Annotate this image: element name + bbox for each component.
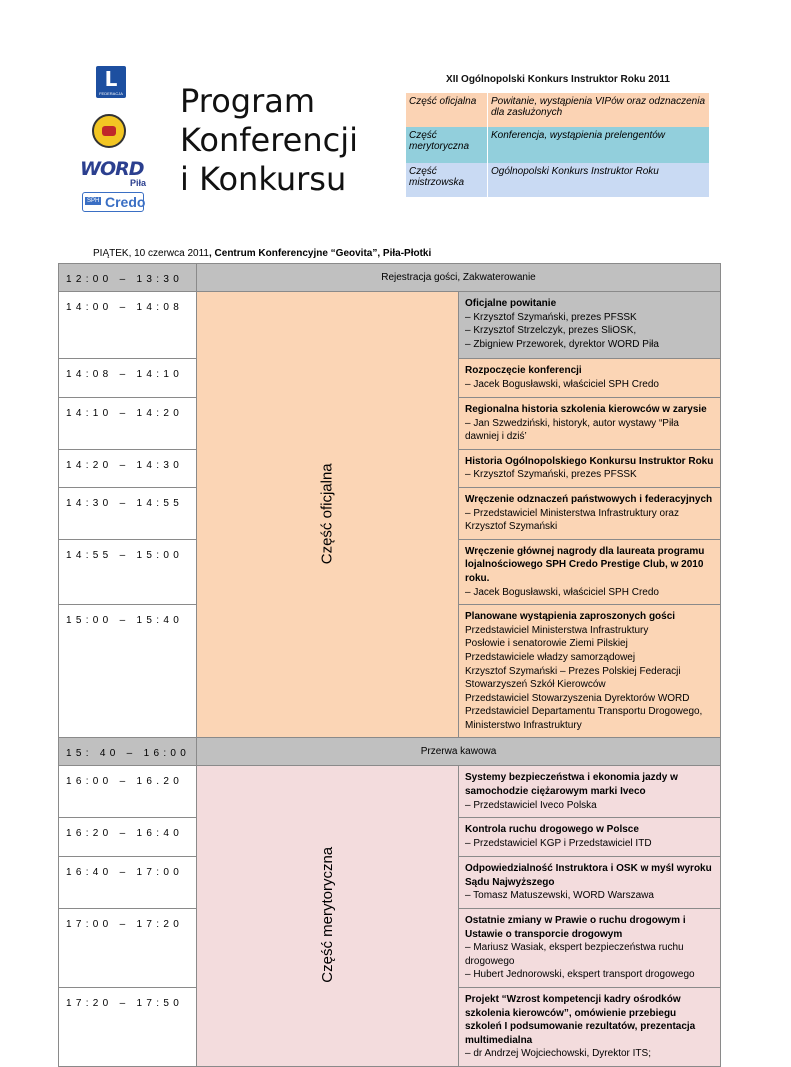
section-substantive bbox=[197, 766, 459, 1067]
item-line: – Krzysztof Strzelczyk, prezes SliOSK, bbox=[465, 325, 637, 337]
time-cell: 14:10 – 14:20 bbox=[59, 398, 197, 450]
time-cell: 14:30 – 14:55 bbox=[59, 487, 197, 539]
item-title: Projekt “Wzrost kompetencji kadry ośrodków szkolenia kierowców”, omówienie przebiegu szkoleń I podsumowanie rezultatów, prezentacja multimedialna bbox=[465, 994, 696, 1046]
item-title: Regionalna historia szkolenia kierowców w zarysie bbox=[465, 404, 707, 415]
item-line: – Krzysztof Szymański, prezes PFSSK bbox=[465, 311, 637, 323]
word-pila-logo bbox=[80, 158, 150, 188]
desc-cell bbox=[459, 359, 721, 398]
item-line: – Zbigniew Przeworek, dyrektor WORD Piła bbox=[465, 338, 659, 350]
word-logo-city: Piła bbox=[129, 178, 146, 188]
item-title: Systemy bezpieczeństwa i ekonomia jazdy w samochodzie ciężarowym marki Iveco bbox=[465, 772, 678, 798]
legend-label: Część mistrzowska bbox=[406, 163, 488, 197]
desc-cell bbox=[459, 818, 721, 857]
legend-row-official bbox=[406, 93, 710, 127]
item-line: – Hubert Jednorowski, ekspert transport drogowego bbox=[465, 969, 695, 981]
coffee-break-cell: Przerwa kawowa bbox=[197, 738, 721, 766]
item-line: – dr Andrzej Wojciechowski, Dyrektor ITS; bbox=[465, 1048, 651, 1060]
legend-text: Ogólnopolski Konkurs Instruktor Roku bbox=[488, 163, 710, 197]
legend-label: Część merytoryczna bbox=[406, 127, 488, 163]
time-cell: 17:20 – 17:50 bbox=[59, 988, 197, 1067]
credo-logo-prefix: SPH bbox=[87, 198, 100, 204]
table-row bbox=[59, 766, 721, 818]
item-line: Przedstawiciel Ministerstwa Infrastruktury bbox=[465, 624, 649, 636]
sph-credo-logo bbox=[82, 192, 144, 212]
desc-cell bbox=[459, 398, 721, 450]
association-badge-logo bbox=[92, 114, 126, 148]
event-place: , Centrum Konferencyjne “Geovita”, Piła-Płotki bbox=[208, 248, 432, 259]
word-logo-text: WORD bbox=[80, 158, 144, 180]
item-line: – Jan Szwedziński, historyk, autor wystawy “Piła dawniej i dziś’ bbox=[465, 417, 679, 443]
time-cell: 14:20 – 14:30 bbox=[59, 449, 197, 487]
item-line: – Mariusz Wasiak, ekspert bezpieczeństwa ruchu drogowego bbox=[465, 942, 684, 967]
desc-cell bbox=[459, 988, 721, 1067]
time-cell: 14:55 – 15:00 bbox=[59, 539, 197, 604]
desc-cell bbox=[459, 292, 721, 359]
federation-logo-letter: L bbox=[104, 67, 118, 91]
item-line: Przedstawiciel Departamentu Transportu Drogowego, Ministerstwo Infrastruktury bbox=[465, 706, 703, 731]
schedule-table bbox=[58, 263, 721, 1067]
federation-logo-caption: FEDERACJA bbox=[99, 91, 123, 96]
event-dateline bbox=[93, 248, 431, 259]
title-line-2: Konferencji bbox=[180, 121, 358, 159]
time-cell: 15: 40 – 16:00 bbox=[59, 738, 197, 766]
time-cell: 12:00 – 13:30 bbox=[59, 264, 197, 292]
item-line: – Jacek Bogusławski, właściciel SPH Credo bbox=[465, 586, 659, 598]
item-title: Ostatnie zmiany w Prawie o ruchu drogowym i Ustawie o transporcie drogowym bbox=[465, 915, 686, 940]
federation-logo bbox=[96, 66, 126, 98]
title-line-1: Program bbox=[180, 82, 316, 120]
item-line: Przedstawiciele władzy samorządowej bbox=[465, 651, 636, 663]
desc-cell bbox=[459, 766, 721, 818]
legend-row-substantive bbox=[406, 127, 710, 163]
event-date: PIĄTEK, 10 czerwca 2011 bbox=[93, 248, 209, 259]
contest-heading: XII Ogólnopolski Konkurs Instruktor Roku 2011 bbox=[446, 74, 670, 85]
item-line: – Przedstawiciel Iveco Polska bbox=[465, 799, 597, 811]
registration-cell: Rejestracja gości, Zakwaterowanie bbox=[197, 264, 721, 292]
time-cell: 16:20 – 16:40 bbox=[59, 818, 197, 857]
table-row bbox=[59, 738, 721, 766]
desc-cell bbox=[459, 487, 721, 539]
table-row bbox=[59, 264, 721, 292]
item-line: – Jacek Bogusławski, właściciel SPH Credo bbox=[465, 378, 659, 390]
desc-cell bbox=[459, 605, 721, 738]
section-official bbox=[197, 292, 459, 738]
item-title: Wręczenie głównej nagrody dla laureata programu lojalnościowego SPH Credo Prestige Club, w 2010 roku. bbox=[465, 545, 705, 584]
time-cell: 16:40 – 17:00 bbox=[59, 857, 197, 909]
parts-legend-table bbox=[406, 93, 710, 197]
desc-cell bbox=[459, 449, 721, 487]
item-title: Kontrola ruchu drogowego w Polsce bbox=[465, 824, 639, 836]
item-title: Odpowiedzialność Instruktora i OSK w myśl wyroku Sądu Najwyższego bbox=[465, 863, 712, 888]
page-title bbox=[180, 82, 358, 199]
legend-text: Powitanie, wystąpienia VIPów oraz odznaczenia dla zasłużonych bbox=[488, 93, 710, 127]
time-cell: 15:00 – 15:40 bbox=[59, 605, 197, 738]
legend-row-championship bbox=[406, 163, 710, 197]
table-row bbox=[59, 292, 721, 359]
section-label-official: Część oficjalna bbox=[318, 463, 336, 565]
item-line: – Krzysztof Szymański, prezes PFSSK bbox=[465, 469, 637, 481]
legend-text: Konferencja, wystąpienia prelengentów bbox=[488, 127, 710, 163]
legend-label: Część oficjalna bbox=[406, 93, 488, 127]
item-title: Wręczenie odznaczeń państwowych i federacyjnych bbox=[465, 493, 713, 505]
item-title: Oficjalne powitanie bbox=[465, 298, 557, 309]
item-line: – Przedstawiciel Ministerstwa Infrastruktury oraz Krzysztof Szymański bbox=[465, 507, 679, 533]
item-line: Przedstawiciel Stowarzyszenia Dyrektorów WORD bbox=[465, 692, 690, 704]
time-cell: 17:00 – 17:20 bbox=[59, 909, 197, 988]
desc-cell bbox=[459, 857, 721, 909]
item-line: – Tomasz Matuszewski, WORD Warszawa bbox=[465, 890, 654, 902]
time-cell: 14:00 – 14:08 bbox=[59, 292, 197, 359]
item-title: Rozpoczęcie konferencji bbox=[465, 365, 582, 376]
item-line: – Przedstawiciel KGP i Przedstawiciel ITD bbox=[465, 837, 652, 849]
section-label-substantive: Część merytoryczna bbox=[318, 847, 336, 984]
item-line: Krzysztof Szymański – Prezes Polskiej Federacji Stowarzyszeń Szkół Kierowców bbox=[465, 665, 681, 691]
title-line-3: i Konkursu bbox=[180, 160, 347, 198]
item-line: Posłowie i senatorowie Ziemi Pilskiej bbox=[465, 638, 628, 650]
item-title: Planowane wystąpienia zaproszonych gości bbox=[465, 611, 676, 623]
credo-logo-text: Credo bbox=[105, 194, 146, 210]
time-cell: 16:00 – 16.20 bbox=[59, 766, 197, 818]
desc-cell bbox=[459, 909, 721, 988]
desc-cell bbox=[459, 539, 721, 604]
car-icon bbox=[102, 126, 116, 136]
item-title: Historia Ogólnopolskiego Konkursu Instruktor Roku bbox=[465, 455, 714, 467]
time-cell: 14:08 – 14:10 bbox=[59, 359, 197, 398]
